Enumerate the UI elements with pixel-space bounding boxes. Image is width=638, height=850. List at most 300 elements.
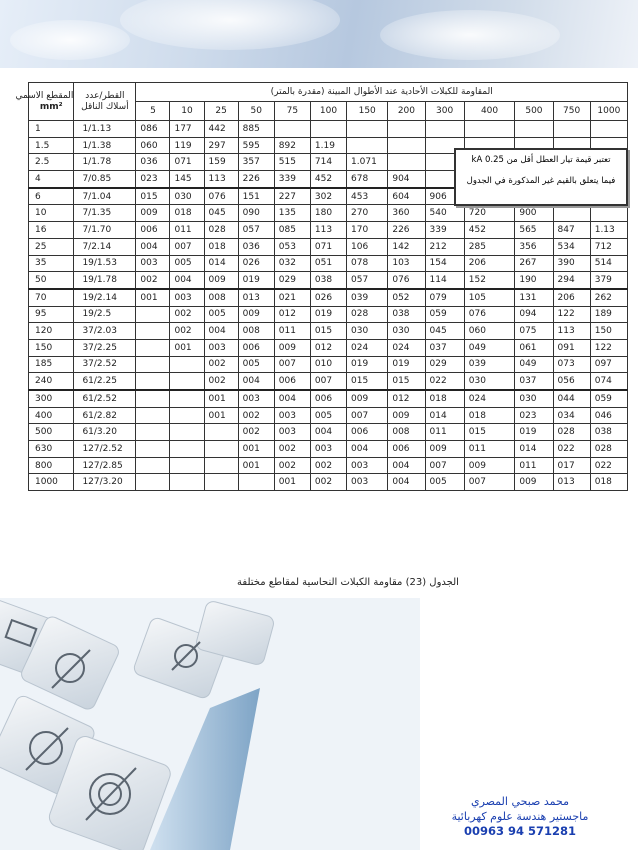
cell-section: 500 xyxy=(29,424,74,441)
cell-resistance: 678 xyxy=(347,171,388,188)
header-length: 1000 xyxy=(590,102,627,121)
table-row xyxy=(29,323,628,340)
cell-resistance: 023 xyxy=(136,171,170,188)
cell-resistance: 009 xyxy=(274,339,310,356)
cell-resistance: 007 xyxy=(425,457,464,474)
cell-resistance: 049 xyxy=(464,339,515,356)
cell-resistance: 190 xyxy=(515,272,553,289)
cell-resistance xyxy=(136,407,170,424)
cell-resistance: 007 xyxy=(347,407,388,424)
cell-resistance xyxy=(170,356,204,373)
cell-resistance xyxy=(388,121,425,138)
cell-section: 120 xyxy=(29,323,74,340)
cell-resistance: 152 xyxy=(464,272,515,289)
header-length: 150 xyxy=(347,102,388,121)
cell-resistance: 015 xyxy=(310,323,346,340)
cell-resistance: 1.19 xyxy=(310,137,346,154)
cell-resistance: 004 xyxy=(310,424,346,441)
cell-resistance: 030 xyxy=(347,323,388,340)
cell-resistance: 003 xyxy=(310,441,346,458)
cell-resistance: 071 xyxy=(310,238,346,255)
cell-section: 300 xyxy=(29,390,74,407)
cell-resistance: 015 xyxy=(136,188,170,205)
cell-resistance xyxy=(136,441,170,458)
table-row xyxy=(29,441,628,458)
cell-resistance: 114 xyxy=(425,272,464,289)
cell-resistance: 019 xyxy=(515,424,553,441)
cell-resistance xyxy=(136,356,170,373)
cell-resistance: 145 xyxy=(170,171,204,188)
cell-resistance: 038 xyxy=(388,306,425,323)
cell-resistance: 079 xyxy=(425,289,464,306)
cell-section: 50 xyxy=(29,272,74,289)
cell-resistance: 452 xyxy=(310,171,346,188)
cell-resistance: 004 xyxy=(347,441,388,458)
cell-resistance xyxy=(204,457,238,474)
cell-section: 95 xyxy=(29,306,74,323)
cell-resistance: 038 xyxy=(590,424,627,441)
cell-resistance xyxy=(238,474,274,491)
cell-resistance: 885 xyxy=(238,121,274,138)
cell-section: 630 xyxy=(29,441,74,458)
cell-resistance: 060 xyxy=(464,323,515,340)
cell-resistance: 113 xyxy=(310,222,346,239)
cell-resistance: 075 xyxy=(515,323,553,340)
cell-resistance: 011 xyxy=(425,424,464,441)
cell-resistance xyxy=(136,424,170,441)
cell-resistance: 002 xyxy=(310,457,346,474)
cell-resistance: 060 xyxy=(136,137,170,154)
cell-resistance: 011 xyxy=(274,323,310,340)
cell-resistance xyxy=(170,390,204,407)
cell-resistance: 135 xyxy=(274,205,310,222)
cell-resistance: 007 xyxy=(170,238,204,255)
cell-resistance: 001 xyxy=(136,289,170,306)
table-row xyxy=(29,390,628,407)
cell-resistance: 032 xyxy=(274,255,310,272)
cell-resistance: 015 xyxy=(388,373,425,390)
cell-resistance: 014 xyxy=(204,255,238,272)
table-row xyxy=(29,424,628,441)
table-row xyxy=(29,356,628,373)
cell-resistance: 053 xyxy=(274,238,310,255)
cell-resistance: 006 xyxy=(238,339,274,356)
cell-resistance: 206 xyxy=(464,255,515,272)
cell-resistance: 076 xyxy=(464,306,515,323)
table-row xyxy=(29,339,628,356)
cell-resistance: 028 xyxy=(590,441,627,458)
cell-resistance: 036 xyxy=(238,238,274,255)
table-row xyxy=(29,121,628,138)
cell-resistance: 001 xyxy=(204,407,238,424)
cell-resistance: 004 xyxy=(274,390,310,407)
cell-resistance: 001 xyxy=(204,390,238,407)
cell-resistance: 379 xyxy=(590,272,627,289)
cell-resistance xyxy=(204,474,238,491)
cell-resistance: 904 xyxy=(388,171,425,188)
keyboard-decoration-image xyxy=(0,598,420,850)
table-row xyxy=(29,238,628,255)
cell-resistance xyxy=(136,390,170,407)
cell-resistance: 006 xyxy=(388,441,425,458)
cell-section: 6 xyxy=(29,188,74,205)
author-name: محمد صبحي المصري xyxy=(470,795,570,808)
author-title: ماجستير هندسة علوم كهربائية xyxy=(451,810,589,823)
cell-resistance: 094 xyxy=(515,306,553,323)
cell-resistance: 105 xyxy=(464,289,515,306)
cell-resistance: 013 xyxy=(238,289,274,306)
cell-strands: 61/3.20 xyxy=(74,424,136,441)
cell-resistance: 012 xyxy=(310,339,346,356)
cell-resistance: 900 xyxy=(515,205,553,222)
cell-resistance xyxy=(347,121,388,138)
cell-strands: 127/2.85 xyxy=(74,457,136,474)
author-footer xyxy=(420,794,620,839)
cell-section: 1.5 xyxy=(29,137,74,154)
cell-resistance: 360 xyxy=(388,205,425,222)
cell-resistance xyxy=(136,339,170,356)
cell-strands: 1/1.78 xyxy=(74,154,136,171)
cell-strands: 7/1.04 xyxy=(74,188,136,205)
cell-resistance: 022 xyxy=(590,457,627,474)
resistance-table xyxy=(15,82,628,491)
cell-section: 16 xyxy=(29,222,74,239)
header-length: 300 xyxy=(425,102,464,121)
header-length: 500 xyxy=(515,102,553,121)
cell-resistance: 024 xyxy=(464,390,515,407)
cell-resistance: 076 xyxy=(204,188,238,205)
cell-section: 2.5 xyxy=(29,154,74,171)
cell-resistance: 180 xyxy=(310,205,346,222)
cell-resistance: 262 xyxy=(590,289,627,306)
cell-resistance: 004 xyxy=(170,272,204,289)
cell-resistance: 039 xyxy=(464,356,515,373)
cell-resistance: 097 xyxy=(590,356,627,373)
cell-resistance: 847 xyxy=(553,222,590,239)
cell-resistance: 061 xyxy=(515,339,553,356)
cell-resistance: 074 xyxy=(590,373,627,390)
cell-resistance: 302 xyxy=(310,188,346,205)
cell-resistance: 003 xyxy=(347,474,388,491)
cell-resistance: 034 xyxy=(553,407,590,424)
cell-resistance: 086 xyxy=(136,121,170,138)
cell-resistance: 038 xyxy=(310,272,346,289)
cell-resistance: 018 xyxy=(170,205,204,222)
cell-resistance: 226 xyxy=(238,171,274,188)
table-row xyxy=(29,272,628,289)
cell-resistance: 006 xyxy=(310,390,346,407)
cell-resistance xyxy=(170,441,204,458)
cell-resistance: 002 xyxy=(170,323,204,340)
cell-resistance: 008 xyxy=(238,323,274,340)
cell-resistance: 003 xyxy=(274,424,310,441)
cell-resistance: 297 xyxy=(204,137,238,154)
cell-resistance xyxy=(388,137,425,154)
header-length: 5 xyxy=(136,102,170,121)
cell-strands: 19/1.53 xyxy=(74,255,136,272)
author-phone: 00963 94 571281 xyxy=(463,824,577,838)
cell-section: 1000 xyxy=(29,474,74,491)
cell-resistance: 009 xyxy=(388,407,425,424)
cell-resistance xyxy=(136,373,170,390)
cell-resistance: 004 xyxy=(204,323,238,340)
table-row xyxy=(29,255,628,272)
cell-resistance: 103 xyxy=(388,255,425,272)
cell-section: 150 xyxy=(29,339,74,356)
cell-resistance: 009 xyxy=(204,272,238,289)
cell-resistance: 356 xyxy=(515,238,553,255)
cell-resistance: 030 xyxy=(170,188,204,205)
cell-resistance: 004 xyxy=(136,238,170,255)
cell-resistance: 189 xyxy=(590,306,627,323)
cell-strands: 61/2.82 xyxy=(74,407,136,424)
cell-resistance: 023 xyxy=(515,407,553,424)
cell-resistance: 014 xyxy=(425,407,464,424)
cell-resistance xyxy=(310,121,346,138)
cell-resistance xyxy=(170,474,204,491)
cell-resistance: 001 xyxy=(170,339,204,356)
cell-resistance: 159 xyxy=(204,154,238,171)
cell-resistance: 028 xyxy=(204,222,238,239)
cell-resistance: 453 xyxy=(347,188,388,205)
cell-resistance: 029 xyxy=(274,272,310,289)
cell-resistance: 003 xyxy=(274,407,310,424)
cell-strands: 19/2.14 xyxy=(74,289,136,306)
cell-resistance: 046 xyxy=(590,407,627,424)
header-length: 750 xyxy=(553,102,590,121)
cell-resistance: 028 xyxy=(347,306,388,323)
cell-strands: 61/2.25 xyxy=(74,373,136,390)
cell-resistance xyxy=(170,424,204,441)
cell-resistance: 339 xyxy=(425,222,464,239)
cell-resistance: 024 xyxy=(388,339,425,356)
cell-section: 35 xyxy=(29,255,74,272)
cell-resistance: 009 xyxy=(425,441,464,458)
cell-resistance: 006 xyxy=(347,424,388,441)
cell-resistance: 1.071 xyxy=(347,154,388,171)
cell-resistance: 057 xyxy=(238,222,274,239)
cell-resistance xyxy=(388,154,425,171)
cell-resistance: 122 xyxy=(553,306,590,323)
cell-resistance: 021 xyxy=(274,289,310,306)
cell-resistance: 009 xyxy=(238,306,274,323)
cell-resistance xyxy=(136,306,170,323)
cell-resistance: 005 xyxy=(204,306,238,323)
cell-resistance xyxy=(204,424,238,441)
header-length: 75 xyxy=(274,102,310,121)
cell-resistance: 045 xyxy=(204,205,238,222)
cell-resistance: 015 xyxy=(347,373,388,390)
cell-resistance: 019 xyxy=(388,356,425,373)
cell-resistance: 026 xyxy=(238,255,274,272)
cell-resistance: 009 xyxy=(347,390,388,407)
cell-strands: 19/2.5 xyxy=(74,306,136,323)
cell-strands: 127/2.52 xyxy=(74,441,136,458)
table-caption: الجدول (23) مقاومة الكبلات النحاسية لمقاطع مختلفة xyxy=(237,577,459,588)
cell-resistance: 720 xyxy=(464,205,515,222)
cell-resistance: 122 xyxy=(590,339,627,356)
table-row xyxy=(29,306,628,323)
cell-resistance xyxy=(425,121,464,138)
cell-resistance: 267 xyxy=(515,255,553,272)
cell-resistance: 018 xyxy=(590,474,627,491)
cell-resistance: 002 xyxy=(274,441,310,458)
cell-resistance: 150 xyxy=(590,323,627,340)
cell-resistance: 030 xyxy=(515,390,553,407)
cell-resistance: 004 xyxy=(388,457,425,474)
cell-resistance xyxy=(274,121,310,138)
cell-resistance: 714 xyxy=(310,154,346,171)
cell-resistance: 071 xyxy=(170,154,204,171)
cell-resistance: 001 xyxy=(238,457,274,474)
cell-resistance: 009 xyxy=(515,474,553,491)
cell-resistance: 022 xyxy=(553,441,590,458)
cell-resistance: 090 xyxy=(238,205,274,222)
table-row xyxy=(29,373,628,390)
cell-resistance: 285 xyxy=(464,238,515,255)
cell-resistance: 003 xyxy=(347,457,388,474)
cell-resistance: 001 xyxy=(274,474,310,491)
cell-resistance: 131 xyxy=(515,289,553,306)
cell-strands: 37/2.25 xyxy=(74,339,136,356)
cell-resistance: 007 xyxy=(310,373,346,390)
cell-resistance: 004 xyxy=(388,474,425,491)
cell-resistance: 008 xyxy=(204,289,238,306)
cell-resistance: 177 xyxy=(170,121,204,138)
note-line-2: فيما يتعلق بالقيم غير المذكورة في الجدول xyxy=(466,176,616,186)
cell-section: 70 xyxy=(29,289,74,306)
cell-resistance: 003 xyxy=(170,289,204,306)
cell-resistance: 004 xyxy=(238,373,274,390)
document-page xyxy=(15,72,632,596)
cell-resistance: 206 xyxy=(553,289,590,306)
cell-strands: 19/1.78 xyxy=(74,272,136,289)
cell-resistance: 452 xyxy=(464,222,515,239)
cell-resistance: 018 xyxy=(425,390,464,407)
cell-resistance: 1.13 xyxy=(590,222,627,239)
cell-resistance: 051 xyxy=(310,255,346,272)
cell-resistance: 015 xyxy=(464,424,515,441)
cell-resistance: 227 xyxy=(274,188,310,205)
cell-resistance: 017 xyxy=(553,457,590,474)
cell-resistance: 008 xyxy=(388,424,425,441)
cell-resistance: 049 xyxy=(515,356,553,373)
cell-strands: 61/2.52 xyxy=(74,390,136,407)
cell-resistance: 013 xyxy=(553,474,590,491)
cell-resistance: 024 xyxy=(347,339,388,356)
cell-resistance xyxy=(464,121,515,138)
cell-strands: 1/1.38 xyxy=(74,137,136,154)
cell-resistance: 091 xyxy=(553,339,590,356)
cell-resistance: 113 xyxy=(553,323,590,340)
cell-resistance: 059 xyxy=(425,306,464,323)
cell-resistance: 010 xyxy=(310,356,346,373)
cell-resistance xyxy=(170,407,204,424)
cell-resistance: 002 xyxy=(310,474,346,491)
cell-resistance: 019 xyxy=(310,306,346,323)
header-length: 10 xyxy=(170,102,204,121)
cell-resistance: 026 xyxy=(310,289,346,306)
cell-resistance: 003 xyxy=(238,390,274,407)
header-section: المقطع الاسمي mm² xyxy=(29,83,74,121)
cell-resistance: 534 xyxy=(553,238,590,255)
table-row xyxy=(29,222,628,239)
cell-resistance: 009 xyxy=(136,205,170,222)
cell-resistance: 154 xyxy=(425,255,464,272)
table-row xyxy=(29,205,628,222)
cell-section: 4 xyxy=(29,171,74,188)
cell-resistance: 056 xyxy=(553,373,590,390)
header-length: 100 xyxy=(310,102,346,121)
cell-resistance: 001 xyxy=(238,441,274,458)
cell-resistance: 078 xyxy=(347,255,388,272)
cell-resistance: 044 xyxy=(553,390,590,407)
cell-resistance: 005 xyxy=(310,407,346,424)
cell-section: 25 xyxy=(29,238,74,255)
cell-resistance xyxy=(136,474,170,491)
cell-resistance: 006 xyxy=(274,373,310,390)
cell-resistance: 037 xyxy=(515,373,553,390)
note-line-1: تعتبر قيمة تيار العطل أقل من 0.25 kA xyxy=(471,155,611,165)
cell-resistance: 002 xyxy=(238,424,274,441)
header-length: 25 xyxy=(204,102,238,121)
cell-strands: 127/3.20 xyxy=(74,474,136,491)
header-length: 200 xyxy=(388,102,425,121)
cell-resistance: 003 xyxy=(136,255,170,272)
cell-resistance xyxy=(553,205,590,222)
cell-resistance: 012 xyxy=(388,390,425,407)
cell-resistance: 036 xyxy=(136,154,170,171)
cell-resistance: 030 xyxy=(464,373,515,390)
cell-resistance: 442 xyxy=(204,121,238,138)
cell-resistance: 028 xyxy=(553,424,590,441)
cell-strands: 7/1.35 xyxy=(74,205,136,222)
cell-resistance: 151 xyxy=(238,188,274,205)
cell-resistance: 712 xyxy=(590,238,627,255)
cell-resistance: 906 xyxy=(425,188,464,205)
cell-resistance: 076 xyxy=(388,272,425,289)
header-sky-background xyxy=(0,0,638,68)
header-length: 50 xyxy=(238,102,274,121)
cell-resistance: 005 xyxy=(170,255,204,272)
cell-section: 185 xyxy=(29,356,74,373)
cell-resistance: 540 xyxy=(425,205,464,222)
cell-resistance: 357 xyxy=(238,154,274,171)
cell-resistance: 002 xyxy=(204,356,238,373)
cell-resistance: 565 xyxy=(515,222,553,239)
cell-resistance: 119 xyxy=(170,137,204,154)
cell-resistance: 002 xyxy=(204,373,238,390)
cell-resistance: 022 xyxy=(425,373,464,390)
cell-resistance: 029 xyxy=(425,356,464,373)
cell-resistance: 170 xyxy=(347,222,388,239)
cell-resistance xyxy=(590,205,627,222)
cell-resistance xyxy=(515,121,553,138)
table-row xyxy=(29,407,628,424)
header-strands: القطر/عدد أسلاك الناقل xyxy=(74,83,136,121)
cell-strands: 1/1.13 xyxy=(74,121,136,138)
table-row xyxy=(29,289,628,306)
cell-resistance: 011 xyxy=(515,457,553,474)
cell-resistance: 142 xyxy=(388,238,425,255)
cell-resistance xyxy=(347,137,388,154)
cell-section: 240 xyxy=(29,373,74,390)
cell-resistance: 514 xyxy=(590,255,627,272)
cell-resistance: 003 xyxy=(204,339,238,356)
header-length: 400 xyxy=(464,102,515,121)
cell-resistance: 030 xyxy=(388,323,425,340)
cell-resistance: 113 xyxy=(204,171,238,188)
